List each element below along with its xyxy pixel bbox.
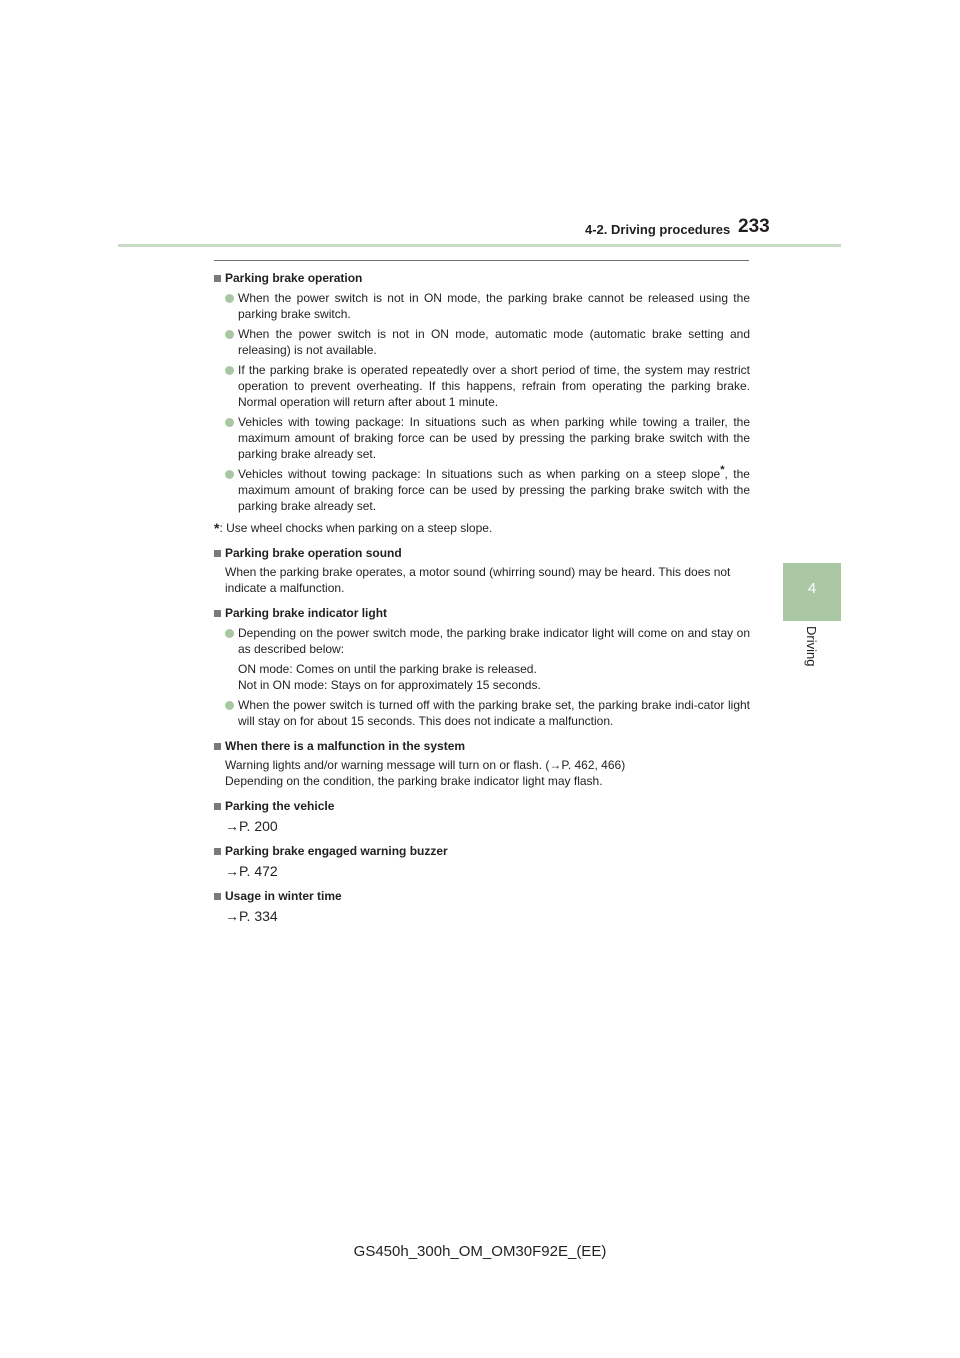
list-item xyxy=(214,326,750,358)
list-item-text: Vehicles with towing package: In situations such as when parking while towing a trailer, the maximum amount of braking force can be used by pressing the parking brake switch with the parking brake already set. xyxy=(238,415,750,461)
heading-text: Usage in winter time xyxy=(225,889,342,903)
chapter-number: 4 xyxy=(807,580,817,597)
page-reference-link[interactable]: →P. 334 xyxy=(225,908,278,924)
content-rule xyxy=(214,260,749,261)
square-bullet-icon xyxy=(214,610,221,617)
list-item-text: If the parking brake is operated repeatedly over a short period of time, the system may restrict operation to prevent overheating. If this happens, refrain from operating the parking brake. Normal operation will return after about 1 minute. xyxy=(238,363,750,409)
body-text: Depending on the condition, the parking brake indicator light may flash. xyxy=(225,774,603,788)
body-text: When the parking brake operates, a motor sound (whirring sound) may be heard. This does not indicate a malfunction. xyxy=(225,565,731,595)
section-heading xyxy=(214,738,750,754)
footnote-marker: * xyxy=(720,464,725,476)
square-bullet-icon xyxy=(214,803,221,810)
square-bullet-icon xyxy=(214,550,221,557)
header-rule xyxy=(118,244,841,247)
square-bullet-icon xyxy=(214,275,221,282)
footnote-marker: * xyxy=(214,520,220,536)
circle-bullet-icon xyxy=(225,418,234,427)
section-heading xyxy=(214,270,750,286)
chapter-label: Driving xyxy=(804,626,819,667)
heading-text: Parking brake engaged warning buzzer xyxy=(225,844,448,858)
section-heading xyxy=(214,888,750,904)
page-number: 233 xyxy=(738,216,770,237)
sub-line: Not in ON mode: Stays on for approximately 15 seconds. xyxy=(238,678,541,692)
section-heading xyxy=(214,843,750,859)
footnote xyxy=(214,520,750,536)
list-item xyxy=(214,290,750,322)
section-title: 4-2. Driving procedures xyxy=(585,222,731,237)
circle-bullet-icon xyxy=(225,294,234,303)
heading-text: Parking brake operation xyxy=(225,271,363,285)
sub-line: ON mode: Comes on until the parking brake is released. xyxy=(238,662,537,676)
list-item xyxy=(214,466,750,514)
circle-bullet-icon xyxy=(225,470,234,479)
square-bullet-icon xyxy=(214,893,221,900)
heading-text: Parking the vehicle xyxy=(225,799,335,813)
list-item-text: , the maximum amount of braking force can be used by pressing the parking brake switch with the parking brake already set. xyxy=(238,467,750,513)
list-item xyxy=(214,414,750,462)
page-reference-link[interactable]: →P. 472 xyxy=(225,863,278,879)
list-item-text: Depending on the power switch mode, the parking brake indicator light will come on and stay on as described below: xyxy=(238,626,750,656)
page-content xyxy=(214,270,750,924)
model-code-footer: GS450h_300h_OM_OM30F92E_(EE) xyxy=(353,1243,607,1260)
chapter-label-tab xyxy=(783,622,841,682)
list-item-text: Vehicles without towing package: In situations such as when parking on a steep slope xyxy=(238,467,721,481)
list-item-text: When the power switch is not in ON mode, automatic mode (automatic brake setting and releasing) is not available. xyxy=(238,327,750,357)
chapter-tab[interactable] xyxy=(783,563,841,621)
circle-bullet-icon xyxy=(225,330,234,339)
page-reference-link[interactable]: →P. 200 xyxy=(225,818,278,834)
heading-text: Parking brake indicator light xyxy=(225,606,388,620)
square-bullet-icon xyxy=(214,848,221,855)
section-heading xyxy=(214,798,750,814)
heading-text: Parking brake operation sound xyxy=(225,546,402,560)
list-item xyxy=(214,625,750,657)
list-item-text: When the power switch is not in ON mode, the parking brake cannot be released using the parking brake switch. xyxy=(238,291,750,321)
square-bullet-icon xyxy=(214,743,221,750)
footnote-text: : Use wheel chocks when parking on a steep slope. xyxy=(219,521,493,535)
section-heading xyxy=(214,545,750,561)
heading-text: When there is a malfunction in the system xyxy=(225,739,466,753)
section-heading xyxy=(214,605,750,621)
circle-bullet-icon xyxy=(225,629,234,638)
list-item xyxy=(214,362,750,410)
body-text: Warning lights and/or warning message will turn on or flash. (→P. 462, 466) xyxy=(225,758,626,772)
list-item xyxy=(214,697,750,729)
circle-bullet-icon xyxy=(225,701,234,710)
list-item-text: When the power switch is turned off with the parking brake set, the parking brake indi-cator light will stay on for about 15 seconds. This does not indicate a malfunction. xyxy=(238,698,750,728)
circle-bullet-icon xyxy=(225,366,234,375)
